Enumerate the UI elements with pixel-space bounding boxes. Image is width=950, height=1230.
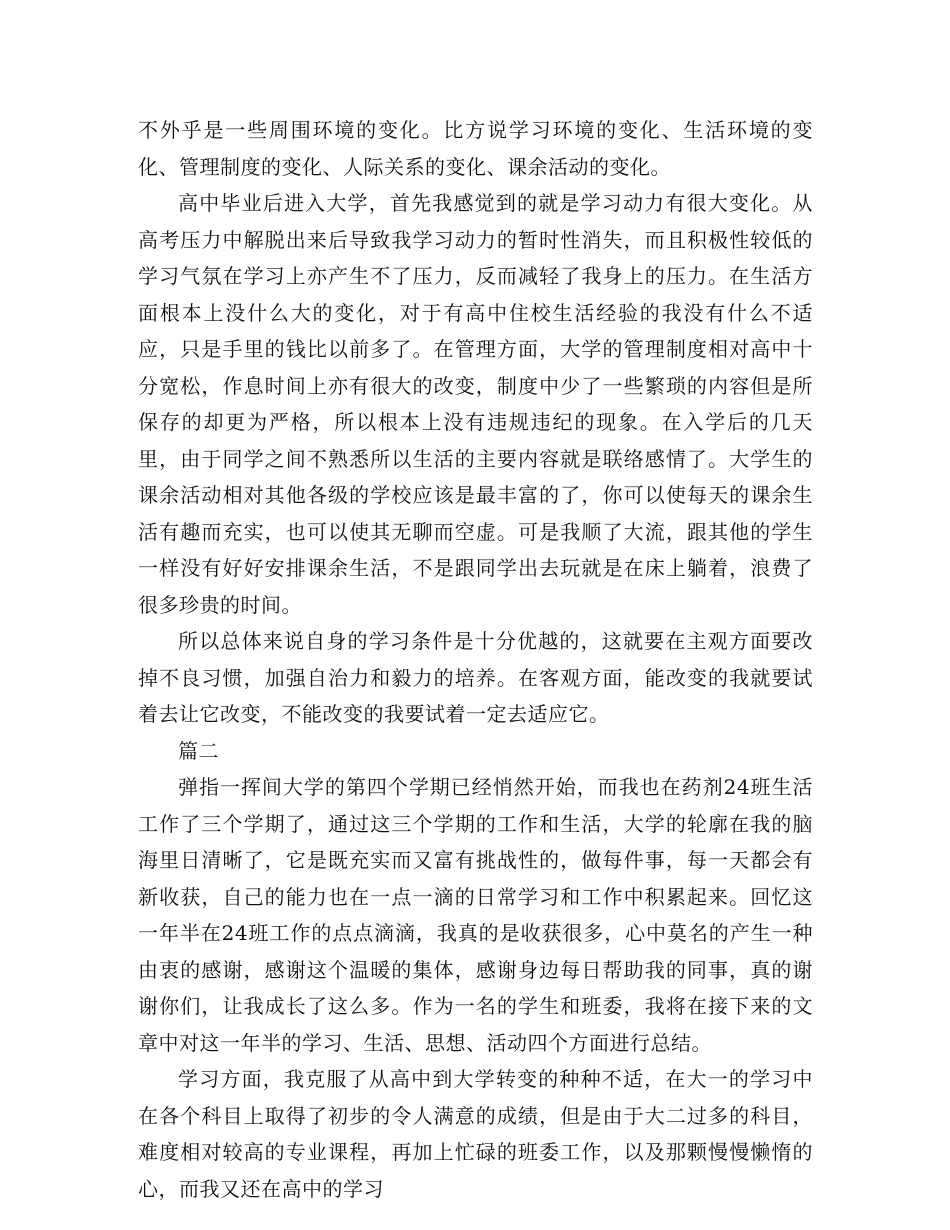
paragraph-study: 学习方面，我克服了从高中到大学转变的种种不适，在大一的学习中在各个科目上取得了初步的令人满意的成绩，但是由于大二过多的科目，难度相对较高的专业课程，再加上忙碌的班委工作，以及那颗慢慢懒惰的心，而我又还在高中的学习	[138, 1067, 813, 1201]
document-page	[138, 112, 813, 1207]
section-heading: 篇二	[178, 738, 219, 763]
paragraph-semester-intro: 弹指一挥间大学的第四个学期已经悄然开始，而我也在药剂24班生活工作了三个学期了，通过这三个学期的工作和生活，大学的轮廓在我的脑海里日清晰了，它是既充实而又富有挑战性的，做每件事，每一天都会有新收获，自己的能力也在一点一滴的日常学习和工作中积累起来。回忆这一年半在24班工作的点点滴滴，我真的是收获很多，心中莫名的产生一种由衷的感谢，感谢这个温暖的集体，感谢身边每日帮助我的同事，真的谢谢你们，让我成长了这么多。作为一名的学生和班委，我将在接下来的文章中对这一年半的学习、生活、思想、活动四个方面进行总结。	[138, 775, 813, 1055]
paragraph-continuation: 不外乎是一些周围环境的变化。比方说学习环境的变化、生活环境的变化、管理制度的变化、人际关系的变化、课余活动的变化。	[138, 118, 813, 179]
paragraph-university-change: 高中毕业后进入大学，首先我感觉到的就是学习动力有很大变化。从高考压力中解脱出来后导致我学习动力的暂时性消失，而且积极性较低的学习气氛在学习上亦产生不了压力，反而减轻了我身上的压力。在生活方面根本上没什么大的变化，对于有高中住校生活经验的我没有什么不适应，只是手里的钱比以前多了。在管理方面，大学的管理制度相对高中十分宽松，作息时间上亦有很大的改变，制度中少了一些繁琐的内容但是所保存的却更为严格，所以根本上没有违规违纪的现象。在入学后的几天里，由于同学之间不熟悉所以生活的主要内容就是联络感情了。大学生的课余活动相对其他各级的学校应该是最丰富的了，你可以使每天的课余生活有趣而充实，也可以使其无聊而空虚。可是我顺了大流，跟其他的学生一样没有好好安排课余生活，不是跟同学出去玩就是在床上躺着，浪费了很多珍贵的时间。	[138, 191, 813, 617]
paragraph-conclusion: 所以总体来说自身的学习条件是十分优越的，这就要在主观方面要改掉不良习惯，加强自治力和毅力的培养。在客观方面，能改变的我就要试着去让它改变，不能改变的我要试着一定去适应它。	[138, 629, 813, 726]
